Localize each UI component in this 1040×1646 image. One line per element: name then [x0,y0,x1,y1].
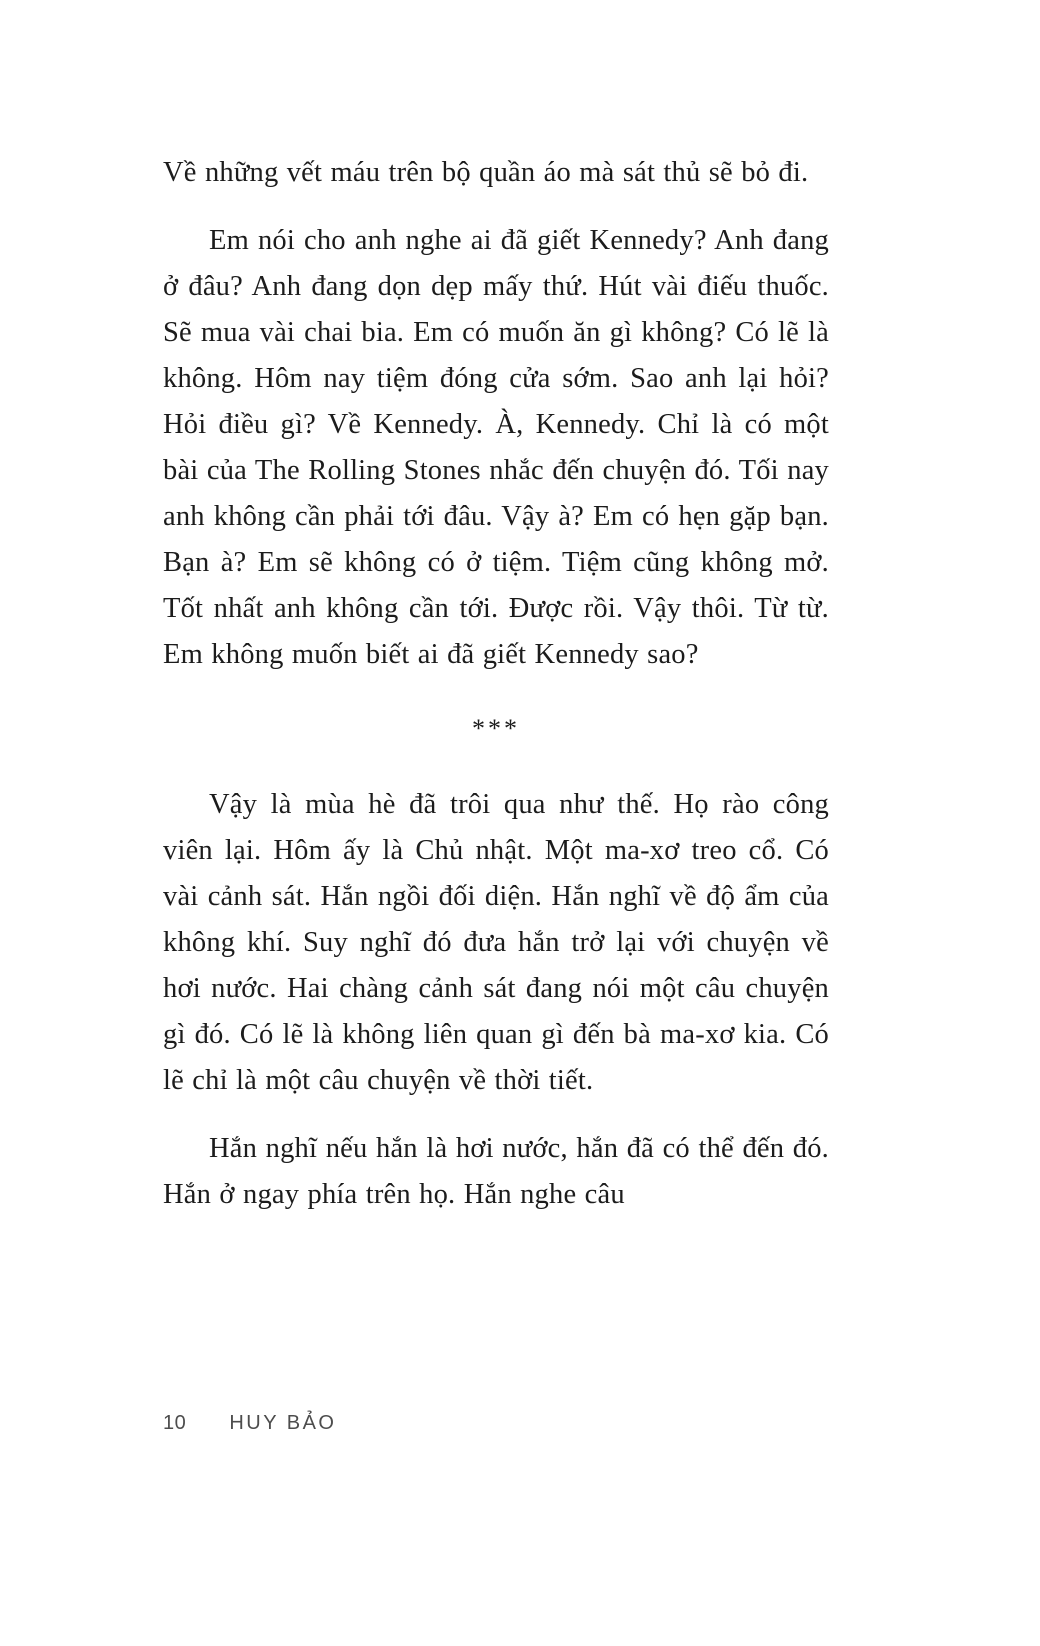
page-footer [163,1412,336,1435]
body-text [163,150,829,1240]
page-number: 10 [163,1412,187,1434]
author-name: HUY BẢO [229,1412,337,1434]
paragraph-dialogue: Em nói cho anh nghe ai đã giết Kennedy? Anh đang ở đâu? Anh đang dọn dẹp mấy thứ. Hút vài điếu thuốc. Sẽ mua vài chai bia. Em có muốn ăn gì không? Có lẽ là không. Hôm nay tiệm đóng cửa sớm. Sao anh lại hỏi? Hỏi điều gì? Về Kennedy. À, Kennedy. Chỉ là có một bài của The Rolling Stones nhắc đến chuyện đó. Tối nay anh không cần phải tới đâu. Vậy à? Em có hẹn gặp bạn. Bạn à? Em sẽ không có ở tiệm. Tiệm cũng không mở. Tốt nhất anh không cần tới. Được rồi. Vậy thôi. Từ từ. Em không muốn biết ai đã giết Kennedy sao? [163,225,829,670]
paragraph-summer: Vậy là mùa hè đã trôi qua như thế. Họ rào công viên lại. Hôm ấy là Chủ nhật. Một ma-xơ treo cổ. Có vài cảnh sát. Hắn ngồi đối diện. Hắn nghĩ về độ ẩm của không khí. Suy nghĩ đó đưa hắn trở lại với chuyện về hơi nước. Hai chàng cảnh sát đang nói một câu chuyện gì đó. Có lẽ là không liên quan gì đến bà ma-xơ kia. Có lẽ chỉ là một câu chuyện về thời tiết. [163,789,829,1096]
paragraph-continuation: Về những vết máu trên bộ quần áo mà sát thủ sẽ bỏ đi. [163,157,809,188]
section-separator: *** [472,714,520,743]
paragraph-vapor: Hắn nghĩ nếu hắn là hơi nước, hắn đã có thể đến đó. Hắn ở ngay phía trên họ. Hắn nghe câu [163,1133,829,1210]
